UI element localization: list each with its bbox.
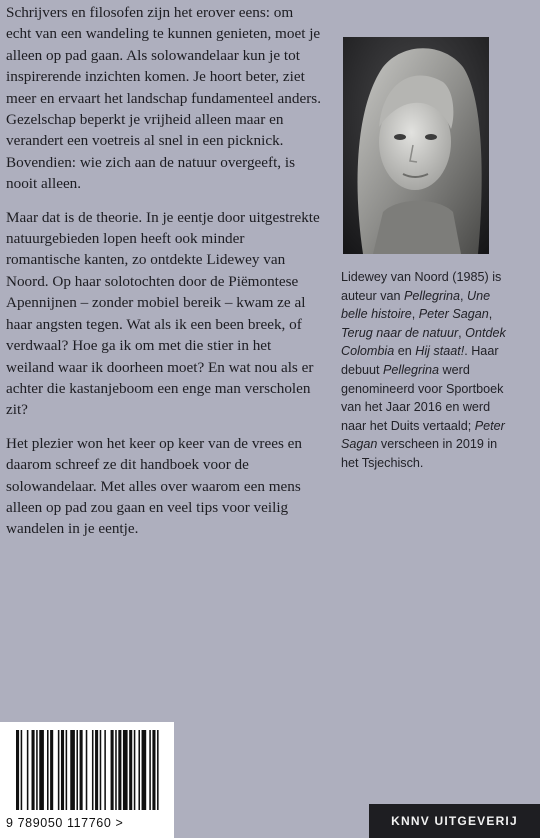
book-title: Terug naar de natuur [341,325,459,340]
book-title: Une belle histoire [341,288,491,322]
blurb-paragraph: Maar dat is de theorie. In je eentje door uitgestrekte natuurgebieden lopen heeft ook minder romantische kanten, zo ontdekte Lidewey van Noord. Op haar solotochten door de Piëmontese Apennijnen – zonder mobiel bereik – kwam ze al haar angsten tegen. Wat als ik een been breek, of verdwaal? Hoe ga ik om met die stier in het weiland waar ik doorheen moet? En wat nou als er achter die kastanjeboom een enge man verscholen zit? [6,208,320,419]
book-title: Pellegrina [404,288,461,303]
publisher-name: KNNV UITGEVERIJ [391,814,518,828]
book-title: Peter Sagan [341,418,505,452]
back-cover-blurb [6,2,322,552]
book-title: Ontdek Colombia [341,325,506,359]
author-bio: Lidewey van Noord (1985) is auteur van Pellegrina, Une belle histoire, Peter Sagan, Terug naar de natuur, Ontdek Colombia en Hij staat!. Haar debuut Pellegrina werd genomineerd voor Sportboek van het Jaar 2016 en werd naar het Duits vertaald; Peter Sagan verscheen in 2019 in het Tsjechisch. [341,270,506,470]
isbn-barcode [0,722,174,838]
blurb-paragraph: Het plezier won het keer op keer van de vrees en daarom schreef ze dit handboek voor de solowandelaar. Met alles over waarom een mens alleen op pad zou gaan en veel tips voor veilig wandelen in je eentje. [6,434,303,538]
isbn-digits: 9 789050 117760 > [6,816,124,830]
book-title: Hij staat! [415,344,465,359]
barcode-bars [0,722,174,814]
book-title: Peter Sagan [418,307,489,322]
publisher-logo [369,804,540,838]
blurb-paragraph: Schrijvers en filosofen zijn het erover eens: om echt van een wandeling te kunnen genieten, moet je alleen op pad gaan. Als solowandelaar kun je tot inspirerende inzichten komen. Je hoort beter, ziet meer en ervaart het landschap fundamenteel anders. Gezelschap beperkt je vrijheid alleen maar en verandert een voetreis al snel in een picknick. Bovendien: wie zich aan de natuur overgeeft, is nooit alleen. [6,4,321,193]
author-photo [343,37,489,254]
book-title: Pellegrina [383,362,440,377]
